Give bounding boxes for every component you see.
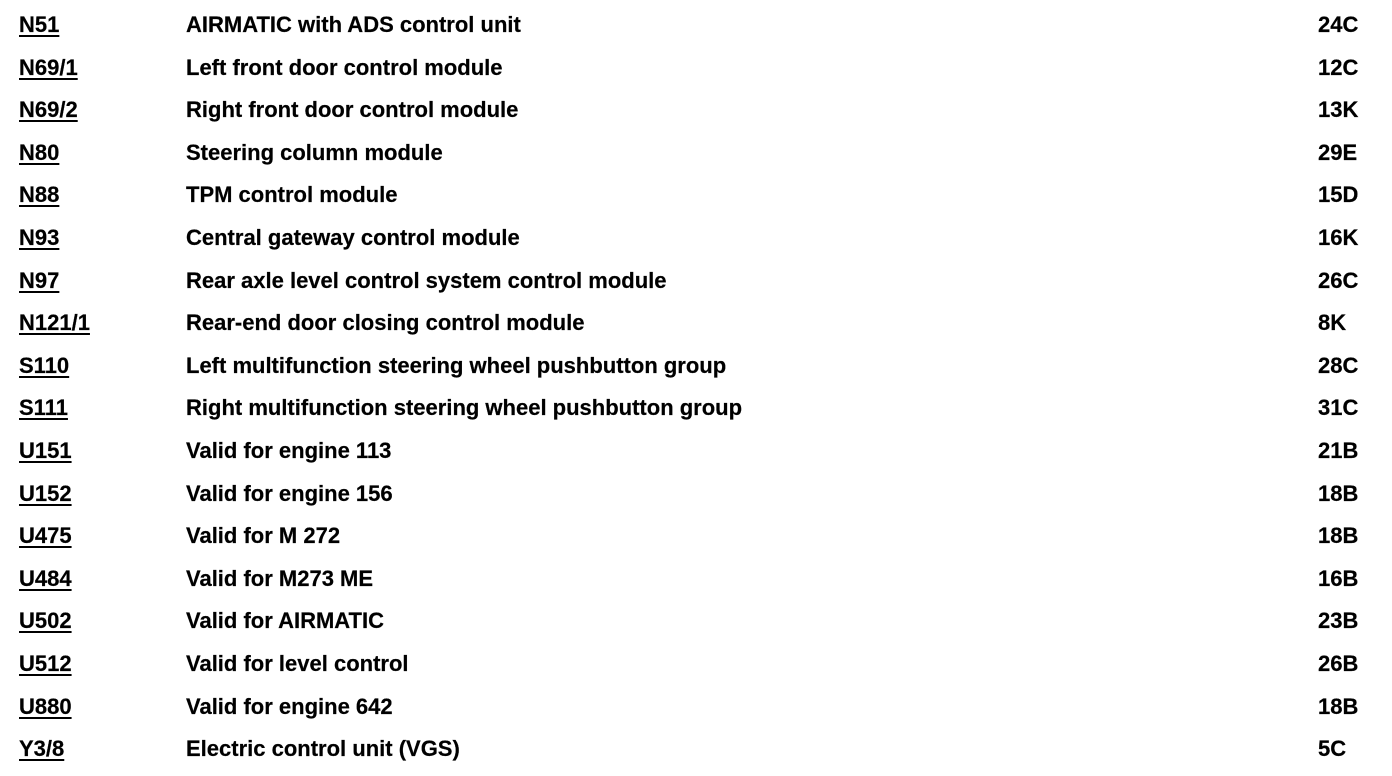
component-description: Rear axle level control system control module: [186, 267, 667, 293]
component-description: Central gateway control module: [186, 224, 520, 250]
grid-location: 28C: [1318, 352, 1359, 378]
component-description: Rear-end door closing control module: [186, 310, 585, 336]
component-description: Steering column module: [186, 139, 443, 165]
component-code-link[interactable]: N69/1: [19, 54, 78, 80]
legend-row: [0, 89, 1392, 132]
grid-location: 26C: [1318, 267, 1359, 293]
component-description: Electric control unit (VGS): [186, 736, 460, 762]
legend-row: [0, 174, 1392, 217]
component-code-link[interactable]: N97: [19, 267, 60, 293]
component-description: Valid for M273 ME: [186, 565, 374, 591]
legend-row: [0, 430, 1392, 473]
grid-location: 18B: [1318, 480, 1359, 506]
grid-location: 16B: [1318, 565, 1359, 591]
grid-location: 18B: [1318, 523, 1359, 549]
grid-location: 24C: [1318, 12, 1359, 37]
component-description: Valid for AIRMATIC: [186, 608, 384, 634]
grid-location: 5C: [1318, 736, 1347, 762]
legend-row: [0, 345, 1392, 388]
component-code-link[interactable]: U880: [19, 693, 72, 719]
component-code-link[interactable]: U151: [19, 437, 72, 463]
legend-row: [0, 643, 1392, 686]
component-description: Left front door control module: [186, 54, 503, 80]
component-legend-table: [0, 4, 1392, 771]
component-code-link[interactable]: S110: [19, 352, 70, 378]
component-description: Valid for engine 113: [186, 437, 392, 463]
legend-row: [0, 728, 1392, 771]
component-description: Valid for engine 642: [186, 693, 393, 719]
legend-row: [0, 387, 1392, 430]
grid-location: 23B: [1318, 608, 1359, 634]
legend-row: [0, 515, 1392, 558]
component-description: Valid for level control: [186, 650, 409, 676]
component-code-link[interactable]: N88: [19, 182, 60, 208]
legend-row: [0, 302, 1392, 345]
legend-row: [0, 600, 1392, 643]
legend-row: [0, 558, 1392, 601]
component-code-link[interactable]: U484: [19, 565, 72, 591]
component-description: Left multifunction steering wheel pushbutton group: [186, 352, 727, 378]
component-description: Valid for M 272: [186, 523, 341, 549]
component-description: Right multifunction steering wheel pushbutton group: [186, 395, 743, 421]
grid-location: 26B: [1318, 650, 1359, 676]
legend-row: [0, 260, 1392, 303]
component-description: TPM control module: [186, 182, 398, 208]
component-code-link[interactable]: N69/2: [19, 97, 78, 123]
component-code-link[interactable]: N93: [19, 224, 60, 250]
component-description: Right front door control module: [186, 97, 519, 123]
component-code-link[interactable]: Y3/8: [19, 736, 65, 762]
grid-location: 18B: [1318, 693, 1359, 719]
component-code-link[interactable]: N121/1: [19, 310, 90, 336]
component-code-link[interactable]: N80: [19, 139, 60, 165]
legend-row: [0, 686, 1392, 729]
component-description: AIRMATIC with ADS control unit: [186, 12, 521, 37]
legend-row: [0, 47, 1392, 90]
component-code-link[interactable]: S111: [19, 395, 68, 421]
grid-location: 21B: [1318, 437, 1359, 463]
grid-location: 31C: [1318, 395, 1359, 421]
legend-row: [0, 473, 1392, 516]
component-code-link[interactable]: U502: [19, 608, 72, 634]
grid-location: 12C: [1318, 54, 1359, 80]
component-description: Valid for engine 156: [186, 480, 393, 506]
grid-location: 8K: [1318, 310, 1347, 336]
grid-location: 29E: [1318, 139, 1358, 165]
component-code-link[interactable]: U512: [19, 650, 72, 676]
grid-location: 16K: [1318, 224, 1359, 250]
grid-location: 13K: [1318, 97, 1359, 123]
legend-row: [0, 217, 1392, 260]
component-code-link[interactable]: U475: [19, 523, 72, 549]
component-code-link[interactable]: U152: [19, 480, 72, 506]
legend-row: [0, 4, 1392, 47]
legend-row: [0, 132, 1392, 175]
component-code-link[interactable]: N51: [19, 12, 60, 37]
grid-location: 15D: [1318, 182, 1359, 208]
